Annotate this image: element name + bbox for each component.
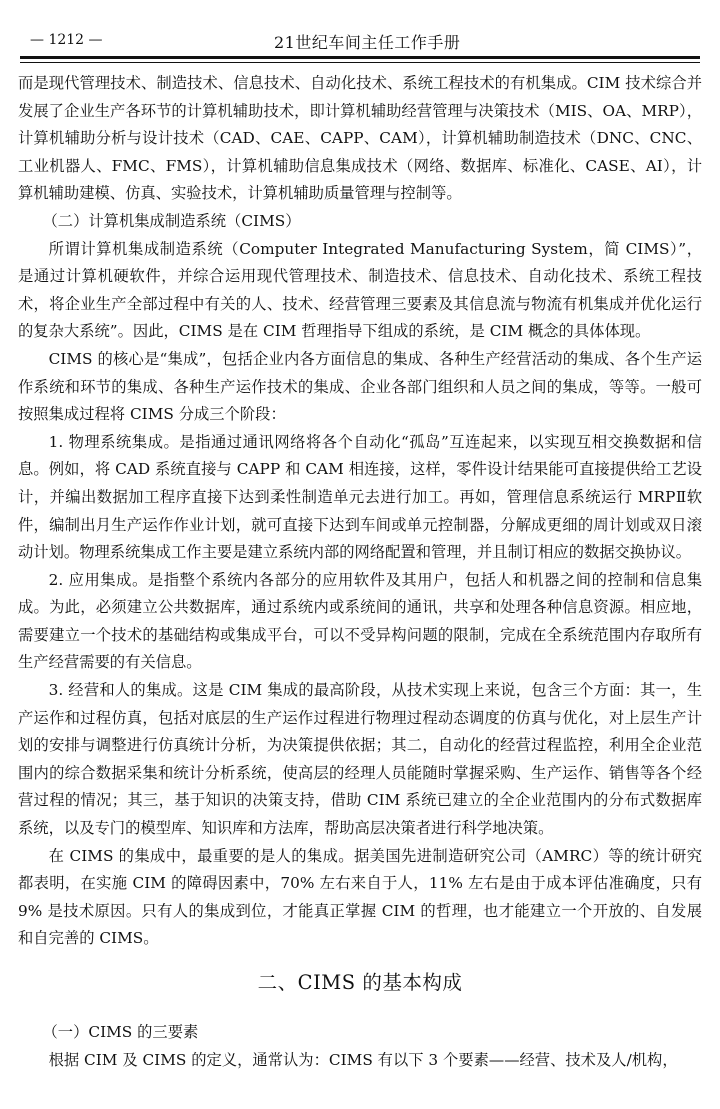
- paragraph-human-integration: 在 CIMS 的集成中，最重要的是人的集成。据美国先进制造研究公司（AMRC）等的统计研究都表明，在实施 CIM 的障碍因素中，70% 左右来自于人，11% 左右是由于成本评估准确度，只有 9% 是技术原因。只有人的集成到位，才能真正掌握 CIM 的哲理，也才能建立一个开放的、自发展和自完善的 CIMS。: [18, 846, 702, 948]
- subsection-heading: （一）CIMS 的三要素: [42, 1023, 199, 1041]
- running-title: 21世纪车间主任工作手册: [274, 33, 461, 52]
- paragraph-physical-integration: 1. 物理系统集成。是指通过通讯网络将各个自动化“孤岛”互连起来，以实现互相交换数据和信息。例如，将 CAD 系统直接与 CAPP 和 CAM 相连接，这样，零件设计结果能可直接提供给工艺设计，并编出数据加工程序直接下达到柔性制造单元去进行加工。再如，管理信息系统运行 MRPⅡ软件，编制出月生产运作作业计划，就可直接下达到车间或单元控制器，分解成更细的周计划或双日滚动计划。物理系统集成工作主要是建立系统内部的网络配置和管理，并且制订相应的数据交换协议。: [18, 432, 702, 562]
- page-header: [20, 32, 700, 54]
- paragraph-cim-technologies: 而是现代管理技术、制造技术、信息技术、自动化技术、系统工程技术的有机集成。CIM 技术综合并发展了企业生产各环节的计算机辅助技术，即计算机辅助经营管理与决策技术（MIS、OA、MRP），计算机辅助分析与设计技术（CAD、CAE、CAPP、CAM），计算机辅助制造技术（DNC、CNC、工业机器人、FMC、FMS），计算机辅助信息集成技术（网络、数据库、标准化、CASE、AI），计算机辅助建模、仿真、实验技术，计算机辅助质量管理与控制等。: [18, 74, 702, 203]
- paragraph-business-human-integration: 3. 经营和人的集成。这是 CIM 集成的最高阶段，从技术实现上来说，包含三个方面：其一，生产运作和过程仿真，包括对底层的生产运作过程进行物理过程动态调度的仿真与优化，对上层生产计划的安排与调整进行仿真统计分析，为决策提供依据；其二，自动化的经营过程监控，利用全企业范围内的综合数据采集和统计分析系统，使高层的经理人员能随时掌握采购、生产运作、销售等各个经营过程的情况；其三，基于知识的决策支持，借助 CIM 系统已建立的全企业范围内的分布式数据库系统，以及专门的模型库、知识库和方法库，帮助高层决策者进行科学地决策。: [18, 681, 702, 838]
- body-text: [18, 70, 702, 1074]
- paragraph-cims-core: CIMS 的核心是“集成”，包括企业内各方面信息的集成、各种生产经营活动的集成、各个生产运作系统和环节的集成、各种生产运作技术的集成、企业各部门组织和人员之间的集成，等等。一般可按照集成过程将 CIMS 分成三个阶段：: [18, 349, 702, 424]
- section-heading: 二、CIMS 的基本构成: [257, 971, 463, 994]
- paragraph-three-elements: 根据 CIM 及 CIMS 的定义，通常认为：CIMS 有以下 3 个要素——经营、技术及人/机构，: [48, 1050, 678, 1069]
- paragraph-application-integration: 2. 应用集成。是指整个系统内各部分的应用软件及其用户，包括人和机器之间的控制和信息集成。为此，必须建立公共数据库，通过系统内或系统间的通讯，共享和处理各种信息资源。相应地，需要建立一个技术的基础结构或集成平台，可以不受异构问题的限制，完成在全系统范围内存取所有生产经营需要的有关信息。: [18, 570, 702, 672]
- subheading-cims: （二）计算机集成制造系统（CIMS）: [42, 211, 301, 230]
- header-rule-thick: [20, 56, 700, 59]
- paragraph-cims-definition: 所谓计算机集成制造系统（Computer Integrated Manufacturing System，简 CIMS）”，是通过计算机硬软件，并综合运用现代管理技术、制造技术、信息技术、自动化技术、系统工程技术，将企业生产全部过程中有关的人、技术、经营管理三要素及其信息流与物流有机集成并优化运行的复杂大系统”。因此，CIMS 是在 CIM 哲理指导下组成的系统，是 CIM 概念的具体体现。: [18, 239, 702, 341]
- header-rule-thin: [20, 62, 700, 63]
- page-number: — 1212 —: [30, 32, 103, 48]
